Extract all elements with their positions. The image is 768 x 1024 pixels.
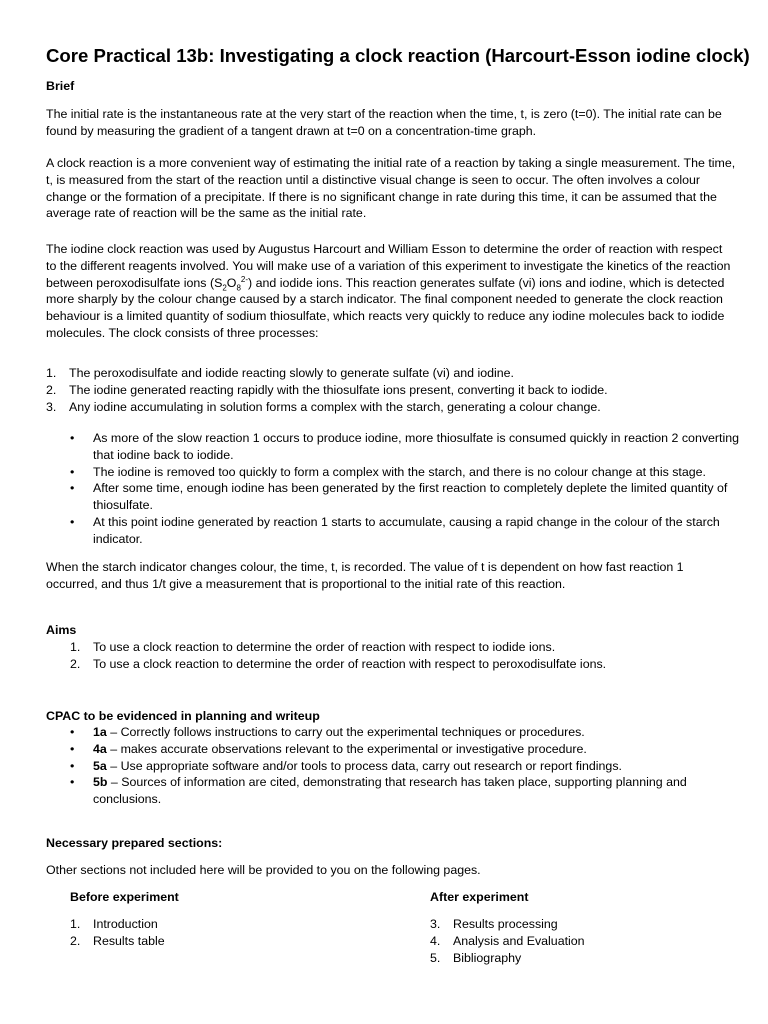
list-text: After some time, enough iodine has been generated by the first reaction to completely deplete the limited quantity of thiosulfate. <box>93 481 728 513</box>
list-text: To use a clock reaction to determine the order of reaction with respect to peroxodisulfate ions. <box>93 656 607 671</box>
cpac-code: 5b <box>93 775 108 790</box>
list-item <box>70 656 730 673</box>
process-list <box>46 365 746 415</box>
cpac-code: 4a <box>93 741 107 756</box>
list-item <box>430 916 585 933</box>
list-item <box>70 916 165 933</box>
list-text: To use a clock reaction to determine the order of reaction with respect to iodide ions. <box>93 640 556 654</box>
brief-paragraph-2: A clock reaction is a more convenient way of estimating the initial rate of a reaction by taking a single measurement. The time, t, is measured from the start of the reaction until a distinctive visual change is seen to occur. The often involves a colour change or the formation of a precipitate. If there is no significant change in rate during this time, it can be assumed that the average rate of reaction will be the same as the initial rate. <box>46 156 736 221</box>
list-item <box>70 933 165 950</box>
bullet-icon: • <box>70 514 75 529</box>
brief-heading: Brief <box>46 79 75 93</box>
p3-sub-2: 8 <box>236 283 241 293</box>
list-text: – Sources of information are cited, demonstrating that research has taken place, supporting planning and conclusions. <box>93 775 687 807</box>
list-text: Introduction <box>93 917 158 931</box>
list-text: Results table <box>93 933 165 948</box>
list-number: 3. <box>430 917 441 931</box>
list-item <box>430 933 585 950</box>
cpac-heading: CPAC to be evidenced in planning and writeup <box>46 709 320 723</box>
after-experiment-list <box>430 916 585 966</box>
list-text: – Use appropriate software and/or tools to process data, carry out research or report findings. <box>106 758 622 773</box>
sections-note: Other sections not included here will be provided to you on the following pages. <box>46 863 481 877</box>
list-number: 5. <box>430 950 441 965</box>
list-text: The peroxodisulfate and iodide reacting slowly to generate sulfate (vi) and iodine. <box>69 366 514 380</box>
list-number: 1. <box>70 917 81 931</box>
brief-paragraph-4: When the starch indicator changes colour, the time, t, is recorded. The value of t is dependent on how fast reaction 1 occurred, and thus 1/t give a measurement that is proportional to the initial rate of this reaction. <box>46 560 684 591</box>
p3-text-a: The iodine clock reaction was used by Augustus Harcourt and William Esson to determine the order of reaction with respect to the different reagents involved. You will make use of a variation of this experiment to investigate the kinetics of the reaction between peroxodisulfate ions (S <box>46 242 731 290</box>
cpac-list <box>70 724 745 808</box>
list-item <box>46 382 746 399</box>
list-text: At this point iodine generated by reaction 1 starts to accumulate, causing a rapid change in the colour of the starch indicator. <box>93 514 720 546</box>
list-item <box>70 724 745 741</box>
list-item <box>70 758 745 775</box>
list-text: – Correctly follows instructions to carry out the experimental techniques or procedures. <box>106 725 585 739</box>
bullet-icon: • <box>70 481 75 496</box>
list-number: 4. <box>430 933 441 948</box>
list-text: As more of the slow reaction 1 occurs to produce iodine, more thiosulfate is consumed quickly in reaction 2 converting that iodine back to iodide. <box>93 431 740 462</box>
sections-heading: Necessary prepared sections: <box>46 836 223 850</box>
list-item <box>70 480 745 514</box>
p3-text-b: ) and iodide ions. This reaction generates sulfate (vi) ions and iodine, which is detected more sharply by the colour change caused by a starch indicator. The final component needed to generate the clock reaction behaviour is a limited quantity of sodium thiosulfate, which reacts very quickly to reduce any iodine molecules back to iodide molecules. The clock consists of three processes: <box>46 275 725 340</box>
before-experiment-heading: Before experiment <box>70 890 179 904</box>
list-text: Any iodine accumulating in solution forms a complex with the starch, generating a colour change. <box>69 399 601 414</box>
bullet-icon: • <box>70 741 75 756</box>
list-number: 1. <box>70 640 81 654</box>
p3-sup: 2- <box>240 274 249 284</box>
list-item <box>46 365 746 382</box>
brief-paragraph-1: The initial rate is the instantaneous rate at the very start of the reaction when the time, t, is zero (t=0). The initial rate can be found by measuring the gradient of a tangent drawn at t=0 on a concentration-time graph. <box>46 107 722 138</box>
bullet-icon: • <box>70 725 75 739</box>
list-text: The iodine is removed too quickly to form a complex with the starch, and there is no colour change at this stage. <box>93 464 706 479</box>
p3-sub-1: 2 <box>222 283 227 293</box>
list-item <box>46 399 746 416</box>
list-text: – makes accurate observations relevant to the experimental or investigative procedure. <box>106 741 587 756</box>
page-title: Core Practical 13b: Investigating a clock reaction (Harcourt-Esson iodine clock) <box>46 45 750 66</box>
list-item <box>70 774 745 808</box>
after-experiment-heading: After experiment <box>430 890 529 904</box>
list-text: Analysis and Evaluation <box>453 933 585 948</box>
brief-paragraph-3 <box>46 241 736 342</box>
p3-o: O <box>226 275 237 290</box>
list-number: 2. <box>70 933 81 948</box>
aims-heading: Aims <box>46 623 77 637</box>
list-item <box>70 741 745 758</box>
bullet-list <box>70 430 745 548</box>
bullet-icon: • <box>70 758 75 773</box>
list-item <box>70 430 745 464</box>
list-item <box>70 464 745 481</box>
aims-list <box>70 639 730 673</box>
list-number: 3. <box>46 399 57 414</box>
cpac-code: 5a <box>93 758 107 773</box>
list-text: Bibliography <box>453 950 522 965</box>
list-text: The iodine generated reacting rapidly with the thiosulfate ions present, converting it back to iodide. <box>69 382 608 397</box>
bullet-icon: • <box>70 464 75 479</box>
list-text: Results processing <box>453 917 558 931</box>
before-experiment-list <box>70 916 165 950</box>
list-item <box>430 950 585 967</box>
list-number: 2. <box>46 382 57 397</box>
list-item <box>70 639 730 656</box>
list-number: 1. <box>46 366 57 380</box>
list-number: 2. <box>70 656 81 671</box>
cpac-code: 1a <box>93 725 107 739</box>
bullet-icon: • <box>70 775 75 790</box>
bullet-icon: • <box>70 431 75 445</box>
list-item <box>70 514 745 548</box>
